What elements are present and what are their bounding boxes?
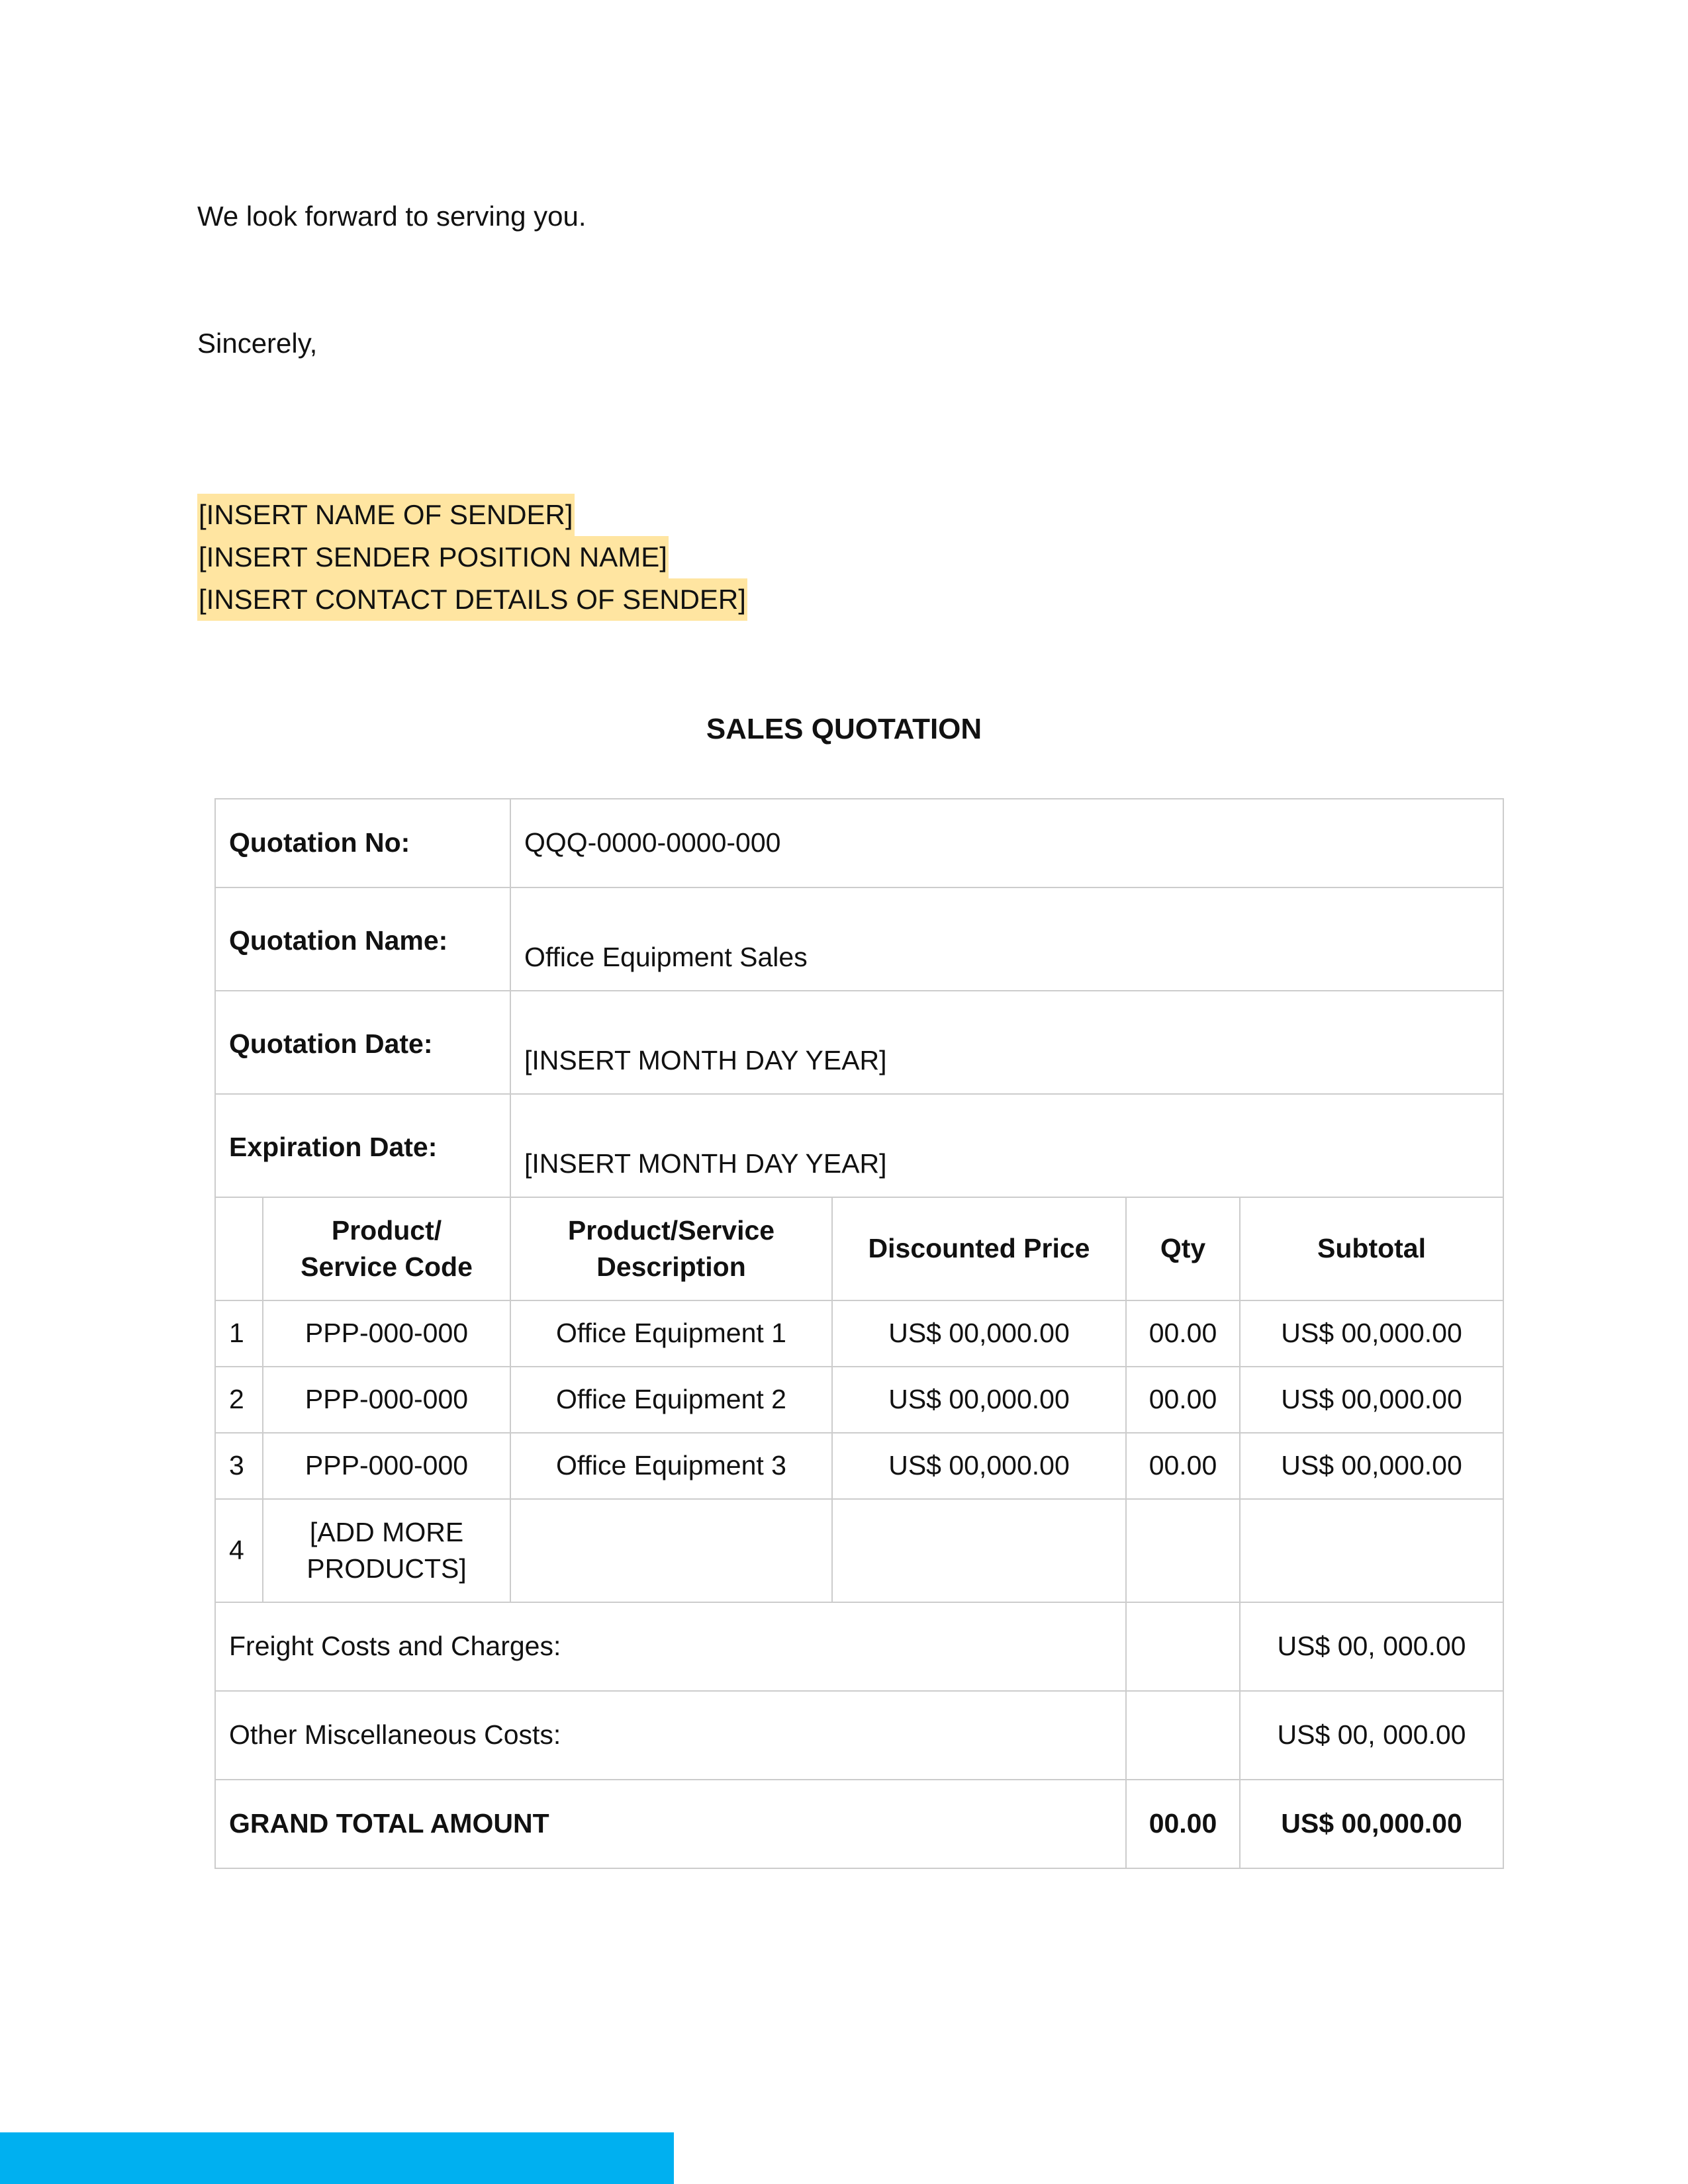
code-column-header: [263, 1197, 510, 1300]
product-description: Office Equipment 3: [510, 1433, 832, 1499]
desc-header-line2: Description: [596, 1251, 746, 1282]
row-number: 3: [215, 1433, 263, 1499]
add-more-row: [215, 1499, 1503, 1602]
empty-cell: [1126, 1499, 1240, 1602]
product-code: PPP-000-000: [263, 1367, 510, 1433]
table-row: [215, 1300, 1503, 1367]
freight-value: US$ 00, 000.00: [1240, 1602, 1503, 1691]
sender-contact: [INSERT CONTACT DETAILS OF SENDER]: [197, 578, 747, 621]
table-row: [215, 1433, 1503, 1499]
empty-cell: [1126, 1691, 1240, 1780]
price-column-header: Discounted Price: [832, 1197, 1126, 1300]
closing-line: We look forward to serving you.: [197, 201, 586, 232]
discounted-price: US$ 00,000.00: [832, 1300, 1126, 1367]
sender-position: [INSERT SENDER POSITION NAME]: [197, 536, 669, 578]
add-more-products: [263, 1499, 510, 1602]
code-header-line1: Product/: [331, 1214, 442, 1246]
quantity: 00.00: [1126, 1433, 1240, 1499]
misc-label: Other Miscellaneous Costs:: [215, 1691, 1126, 1780]
quotation-title: SALES QUOTATION: [706, 713, 982, 745]
info-label: Expiration Date:: [215, 1094, 510, 1197]
row-number-header: [215, 1197, 263, 1300]
row-number: 2: [215, 1367, 263, 1433]
freight-row: [215, 1602, 1503, 1691]
sender-block: [197, 494, 747, 621]
desc-header-line1: Product/Service: [567, 1214, 775, 1246]
sender-name: [INSERT NAME OF SENDER]: [197, 494, 575, 536]
add-more-line1: [ADD MORE: [309, 1516, 464, 1547]
subtotal: US$ 00,000.00: [1240, 1300, 1503, 1367]
table-row: [215, 1367, 1503, 1433]
quotation-date-value: [INSERT MONTH DAY YEAR]: [510, 991, 1503, 1094]
product-code: PPP-000-000: [263, 1433, 510, 1499]
discounted-price: US$ 00,000.00: [832, 1433, 1126, 1499]
signoff: Sincerely,: [197, 328, 318, 359]
empty-cell: [832, 1499, 1126, 1602]
info-label: Quotation No:: [215, 799, 510, 887]
footer-accent-bar: [0, 2132, 674, 2184]
subtotal-column-header: Subtotal: [1240, 1197, 1503, 1300]
add-more-line2: PRODUCTS]: [306, 1553, 467, 1584]
product-description: Office Equipment 2: [510, 1367, 832, 1433]
empty-cell: [510, 1499, 832, 1602]
code-header-line2: Service Code: [301, 1251, 473, 1282]
description-column-header: [510, 1197, 832, 1300]
quotation-table: [214, 798, 1504, 1869]
discounted-price: US$ 00,000.00: [832, 1367, 1126, 1433]
quotation-name-value: Office Equipment Sales: [510, 887, 1503, 991]
grand-total-row: [215, 1780, 1503, 1868]
misc-row: [215, 1691, 1503, 1780]
info-label: Quotation Date:: [215, 991, 510, 1094]
info-row: [215, 887, 1503, 991]
freight-label: Freight Costs and Charges:: [215, 1602, 1126, 1691]
empty-cell: [1240, 1499, 1503, 1602]
empty-cell: [1126, 1602, 1240, 1691]
qty-column-header: Qty: [1126, 1197, 1240, 1300]
subtotal: US$ 00,000.00: [1240, 1367, 1503, 1433]
quotation-number-value: QQQ-0000-0000-000: [510, 799, 1503, 887]
row-number: 1: [215, 1300, 263, 1367]
misc-value: US$ 00, 000.00: [1240, 1691, 1503, 1780]
grand-total-qty: 00.00: [1126, 1780, 1240, 1868]
info-label: Quotation Name:: [215, 887, 510, 991]
info-row: [215, 799, 1503, 887]
grand-total-label: GRAND TOTAL AMOUNT: [215, 1780, 1126, 1868]
subtotal: US$ 00,000.00: [1240, 1433, 1503, 1499]
expiration-date-value: [INSERT MONTH DAY YEAR]: [510, 1094, 1503, 1197]
quantity: 00.00: [1126, 1367, 1240, 1433]
product-code: PPP-000-000: [263, 1300, 510, 1367]
quantity: 00.00: [1126, 1300, 1240, 1367]
info-row: [215, 1094, 1503, 1197]
grand-total-value: US$ 00,000.00: [1240, 1780, 1503, 1868]
row-number: 4: [215, 1499, 263, 1602]
column-header-row: [215, 1197, 1503, 1300]
info-row: [215, 991, 1503, 1094]
product-description: Office Equipment 1: [510, 1300, 832, 1367]
